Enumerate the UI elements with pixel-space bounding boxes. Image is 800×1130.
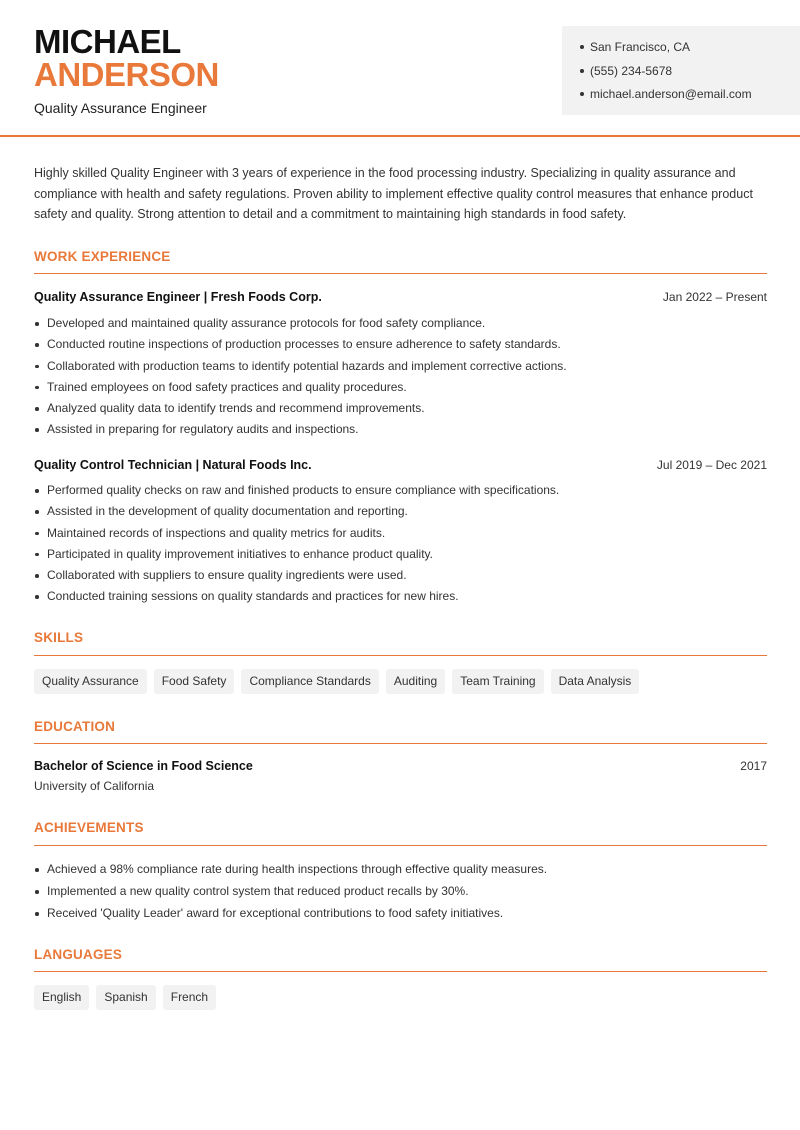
skills-list bbox=[34, 669, 639, 694]
contact-box bbox=[562, 26, 800, 115]
list-item: Conducted training sessions on quality standards and practices for new hires. bbox=[34, 589, 767, 610]
language-tag: English bbox=[34, 985, 89, 1010]
education-year: 2017 bbox=[740, 759, 767, 773]
list-item: Collaborated with production teams to identify potential hazards and implement corrective actions. bbox=[34, 359, 767, 380]
section-title-languages: LANGUAGES bbox=[34, 947, 123, 962]
list-item: Performed quality checks on raw and finished products to ensure compliance with specifications. bbox=[34, 483, 767, 504]
section-divider bbox=[34, 655, 767, 656]
contact-location: San Francisco, CA bbox=[580, 40, 800, 64]
list-item: Analyzed quality data to identify trends and recommend improvements. bbox=[34, 401, 767, 422]
last-name: ANDERSON bbox=[34, 56, 219, 93]
job-dates: Jan 2022 – Present bbox=[662, 290, 767, 304]
contact-email: michael.anderson@email.com bbox=[580, 87, 800, 111]
summary-paragraph: Highly skilled Quality Engineer with 3 years of experience in the food processing industry. Specializing in quality assurance and compliance with health and safety regulations. Proven ability to implement effective quality control measures that enhance product safety and quality. Strong attention to detail and a commitment to maintaining high standards in food safety. bbox=[34, 166, 753, 221]
achievements-list bbox=[34, 862, 767, 928]
list-item: Collaborated with suppliers to ensure quality ingredients were used. bbox=[34, 568, 767, 589]
skill-tag: Quality Assurance bbox=[34, 669, 147, 694]
education-school: University of California bbox=[34, 779, 155, 793]
skill-tag: Food Safety bbox=[154, 669, 235, 694]
job-role: Quality Control Technician | Natural Foods Inc. bbox=[34, 458, 312, 472]
list-item: Trained employees on food safety practices and quality procedures. bbox=[34, 380, 767, 401]
section-divider bbox=[34, 273, 767, 274]
list-item: Participated in quality improvement initiatives to enhance product quality. bbox=[34, 547, 767, 568]
skill-tag: Data Analysis bbox=[551, 669, 640, 694]
language-tag: Spanish bbox=[96, 985, 155, 1010]
skill-tag: Compliance Standards bbox=[241, 669, 378, 694]
job-title: Quality Assurance Engineer bbox=[34, 100, 207, 116]
education-degree: Bachelor of Science in Food Science bbox=[34, 759, 253, 773]
job-bullets bbox=[34, 316, 767, 444]
list-item: Developed and maintained quality assurance protocols for food safety compliance. bbox=[34, 316, 767, 337]
section-divider bbox=[34, 971, 767, 972]
section-title-achievements: ACHIEVEMENTS bbox=[34, 820, 144, 835]
job-header bbox=[34, 458, 767, 472]
skill-tag: Team Training bbox=[452, 669, 543, 694]
section-divider bbox=[34, 743, 767, 744]
list-item: Maintained records of inspections and quality metrics for audits. bbox=[34, 526, 767, 547]
section-title-skills: SKILLS bbox=[34, 630, 84, 645]
section-title-education: EDUCATION bbox=[34, 719, 116, 734]
job-bullets bbox=[34, 483, 767, 611]
job-role: Quality Assurance Engineer | Fresh Foods Corp. bbox=[34, 290, 322, 304]
list-item: Received 'Quality Leader' award for exceptional contributions to food safety initiatives. bbox=[34, 906, 767, 928]
section-divider bbox=[34, 845, 767, 846]
languages-list bbox=[34, 985, 216, 1010]
resume-header bbox=[0, 0, 800, 137]
list-item: Assisted in the development of quality documentation and reporting. bbox=[34, 504, 767, 525]
list-item: Assisted in preparing for regulatory audits and inspections. bbox=[34, 422, 767, 443]
list-item: Achieved a 98% compliance rate during health inspections through effective quality measures. bbox=[34, 862, 767, 884]
contact-phone: (555) 234-5678 bbox=[580, 64, 800, 88]
language-tag: French bbox=[163, 985, 216, 1010]
job-header bbox=[34, 290, 767, 304]
first-name: MICHAEL bbox=[34, 23, 181, 60]
section-title-work: WORK EXPERIENCE bbox=[34, 249, 171, 264]
list-item: Implemented a new quality control system that reduced product recalls by 30%. bbox=[34, 884, 767, 906]
skill-tag: Auditing bbox=[386, 669, 445, 694]
job-dates: Jul 2019 – Dec 2021 bbox=[656, 458, 767, 472]
list-item: Conducted routine inspections of production processes to ensure adherence to safety standards. bbox=[34, 337, 767, 358]
